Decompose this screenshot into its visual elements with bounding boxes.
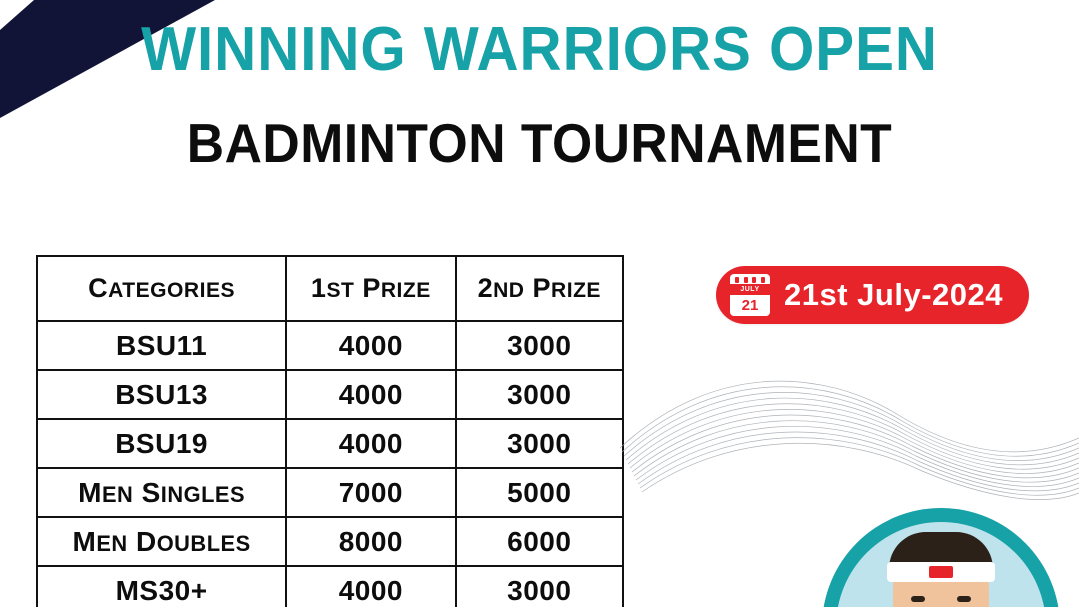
- cell-first-prize: 7000: [286, 468, 455, 517]
- date-badge: [716, 266, 1029, 324]
- cell-second-prize: 3000: [456, 419, 622, 468]
- player-headband: [887, 562, 995, 582]
- player-portrait: [822, 508, 1060, 607]
- column-header-categories: CATEGORIES: [38, 257, 286, 321]
- table-row: [38, 566, 622, 607]
- cell-category: BSU13: [38, 370, 286, 419]
- table-row: [38, 419, 622, 468]
- player-eye-left: [911, 596, 925, 602]
- column-header-first-prize: 1ST PRIZE: [286, 257, 455, 321]
- calendar-icon: [730, 274, 770, 316]
- table-row: [38, 370, 622, 419]
- cell-category: MS30+: [38, 566, 286, 607]
- date-badge-text: 21st July-2024: [784, 277, 1003, 312]
- player-eye-right: [957, 596, 971, 602]
- table-row: [38, 517, 622, 566]
- table-row: [38, 321, 622, 370]
- calendar-month-label: JULY: [730, 284, 770, 295]
- column-header-second-prize: 2ND PRIZE: [456, 257, 622, 321]
- calendar-rings: [730, 276, 770, 283]
- cell-second-prize: 5000: [456, 468, 622, 517]
- cell-second-prize: 3000: [456, 566, 622, 607]
- cell-first-prize: 4000: [286, 419, 455, 468]
- page-title: WINNING WARRIORS OPEN: [141, 15, 938, 84]
- cell-category: BSU19: [38, 419, 286, 468]
- cell-second-prize: 3000: [456, 321, 622, 370]
- cell-first-prize: 8000: [286, 517, 455, 566]
- cell-category: MEN DOUBLES: [38, 517, 286, 566]
- page-subtitle: BADMINTON TOURNAMENT: [186, 112, 893, 174]
- cell-second-prize: 3000: [456, 370, 622, 419]
- cell-first-prize: 4000: [286, 370, 455, 419]
- corner-white-notch: [0, 0, 34, 30]
- prize-table-container: [36, 255, 624, 607]
- cell-category: MEN SINGLES: [38, 468, 286, 517]
- calendar-day-label: 21: [741, 297, 759, 314]
- cell-second-prize: 6000: [456, 517, 622, 566]
- cell-category: BSU11: [38, 321, 286, 370]
- table-header-row: [38, 257, 622, 321]
- wave-decoration: [620, 352, 1079, 512]
- cell-first-prize: 4000: [286, 566, 455, 607]
- table-row: [38, 468, 622, 517]
- prize-table: [38, 257, 622, 607]
- cell-first-prize: 4000: [286, 321, 455, 370]
